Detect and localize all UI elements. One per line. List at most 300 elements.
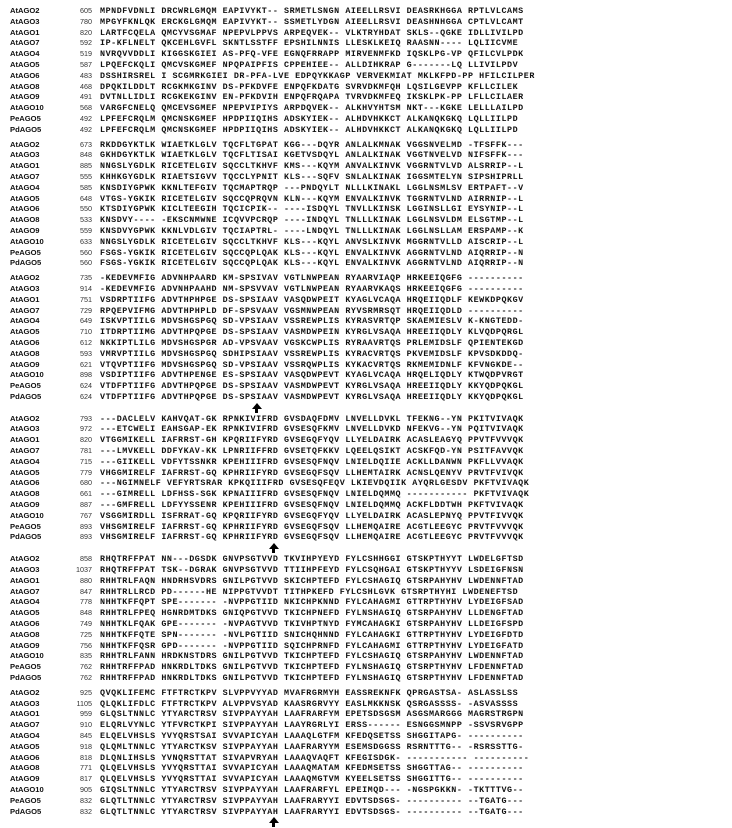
alignment-block bbox=[10, 414, 726, 544]
sequence-name: AtAGO8 bbox=[10, 81, 40, 91]
alignment-row bbox=[10, 662, 726, 673]
sequence-name: AtAGO8 bbox=[10, 763, 40, 773]
up-arrow-icon bbox=[269, 543, 279, 549]
sequence-name: PeAGO5 bbox=[10, 113, 41, 123]
sequence-name: AtAGO4 bbox=[10, 731, 40, 740]
sequence-residues: RKDDGYKTLK WIAETKLGLV TQCFLTGPAT KGG---DQYR ANLALKMNAK VGGSNVELMD -TFSFFK--- bbox=[100, 139, 524, 150]
alignment-row bbox=[10, 194, 726, 205]
sequence-name: AtAGO1 bbox=[10, 435, 40, 445]
sequence-start-position: 560 bbox=[80, 247, 92, 257]
sequence-residues: RHHTRFFPAD HNKRDLTDKS GNILPGTVVD TKICHPTEFD FYLNSHAGIQ GTSRPTHYHV LFDENNFTAD bbox=[100, 673, 524, 684]
sequence-residues: KNSDVYGPWK KKNLVDLGIV TQCIAPTRL- ----LNDQYL TNLLLKINAK LGGLNSLLAM ERSPAMP--K bbox=[100, 225, 524, 236]
sequence-start-position: 778 bbox=[80, 597, 92, 607]
alignment-row bbox=[10, 597, 726, 608]
sequence-residues: VHSGMIRELF IAFRRST-GQ KPHRIIFYRD GVSEGQFSQV LLHEMQAIRE ACGTLEEGYC PRVTFVVVQK bbox=[100, 521, 524, 532]
sequence-start-position: 832 bbox=[80, 795, 92, 805]
sequence-start-position: 781 bbox=[80, 446, 92, 456]
alignment-row bbox=[10, 468, 726, 479]
sequence-residues: VTGGMIKELL IAFRRST-GH KPQRIIFYRD GVSEGQFYQV LLYELDAIRK ACASLEAGYQ PPVTFVVVQK bbox=[100, 435, 524, 446]
alignment-row bbox=[10, 183, 726, 194]
sequence-residues: DPQKILDDLT RCGKMKGINV DS-PFKDVFE ENPQFKDATG SVRVDKMFQH LQSILGEVPP KFLLCILEK bbox=[100, 81, 519, 92]
sequence-name: AtAGO1 bbox=[10, 161, 40, 171]
sequence-name: AtAGO4 bbox=[10, 456, 40, 466]
sequence-residues: ---LMVKELL DDFYKAV-KK LPNRIIFFRD GVSETQFKKV LQEELQSIKT ACSKFQD-YN PSITFAVVQK bbox=[100, 446, 524, 457]
sequence-start-position: 771 bbox=[80, 763, 92, 773]
sequence-residues: RHHTRLFPEQ HGNRDMTDKS GNIQPGTVVD TKICHPNEFD FYLNSHAGIQ GTSRPAHYHV LLDENGFTAD bbox=[100, 608, 524, 619]
sequence-residues: VTDFPTIIFG ADVTHPQPGE DS-SPSIAAV VASMDWPEVT KYRGLVSAQA HREEIIQDLY KKYQDPQKGL bbox=[100, 381, 524, 392]
sequence-residues: GKHDGYKTLK WIAETKLGLV TQCFLTISAI KGETVSDQYL ANLALKINAK VGGTNVELVD NIFSFFK--- bbox=[100, 150, 524, 161]
alignment-row bbox=[10, 161, 726, 172]
sequence-residues: IP-KFLNELT QKCEHLGVFL SKNTLSSTFF EPSHILNNIS LLESKLKEIQ RAASNN---- LQLIICVME bbox=[100, 38, 519, 49]
sequence-start-position: 832 bbox=[80, 806, 92, 816]
sequence-start-position: 624 bbox=[80, 381, 92, 391]
sequence-residues: DLQNLIHSLS YVNQRSTTAT SIVAPVRYAH LAAAQVAQFT KFEGISDGK- ----------- ---------- bbox=[100, 752, 530, 763]
marker-row bbox=[10, 543, 726, 554]
alignment-row bbox=[10, 435, 726, 446]
sequence-residues: ISKVPTIILG MDVSHGSPGQ SD-VPSIAAV VSSREWPLIS KYRASVRTQP SKAEMIESLV K-KNGTEDD- bbox=[100, 316, 524, 327]
sequence-name: AtAGO5 bbox=[10, 608, 40, 618]
sequence-name: AtAGO1 bbox=[10, 27, 40, 37]
alignment-row bbox=[10, 651, 726, 662]
alignment-row bbox=[10, 273, 726, 284]
sequence-name: AtAGO6 bbox=[10, 337, 40, 347]
sequence-start-position: 751 bbox=[80, 294, 92, 304]
sequence-name: AtAGO10 bbox=[10, 510, 44, 520]
sequence-start-position: 845 bbox=[80, 731, 92, 740]
sequence-start-position: 749 bbox=[80, 619, 92, 629]
sequence-residues: MPNDFVDNLI DRCWRLGMQM EAPIVYKT-- SRMETLSNGN AIEELLRSVI DEASRKHGGA RPTLVLCAMS bbox=[100, 6, 524, 16]
alignment-row bbox=[10, 699, 726, 710]
sequence-name: PeAGO5 bbox=[10, 795, 41, 805]
alignment-row bbox=[10, 92, 726, 103]
alignment-row bbox=[10, 284, 726, 295]
sequence-residues: GLQTLTNNLC YTYARCTRSV SIVPPAYYAH LAAFRARYYI EDVTSDSGS- ---------- --TGATG--- bbox=[100, 795, 524, 806]
sequence-start-position: 959 bbox=[80, 709, 92, 719]
sequence-residues: RHQTRFFPAT NN---DGSDK GNVPSGTVVD TKVIHPYEYD FYLCSHHGGI GTSKPTHYYT LWDELGFTSD bbox=[100, 554, 524, 565]
sequence-residues: RHHTRLFANN HRDKNSTDRS GNILPGTVVD TKICHPTEFD FYLCSHAGIQ GTSRPAHYHV LWDENNFTAD bbox=[100, 651, 524, 662]
alignment-row bbox=[10, 709, 726, 720]
sequence-name: AtAGO8 bbox=[10, 215, 40, 225]
alignment-row bbox=[10, 114, 726, 125]
sequence-start-position: 925 bbox=[80, 687, 92, 697]
alignment-row bbox=[10, 565, 726, 576]
sequence-start-position: 649 bbox=[80, 316, 92, 326]
alignment-row bbox=[10, 414, 726, 425]
sequence-residues: NHHTKFFQTE SPN------- -NVLPGTIID SNICHQHNND FYLCAHAGKI GTTRPTHYHV LYDEIGFDTD bbox=[100, 629, 524, 640]
sequence-residues: RHQTRFFPAT TSK--DGRAK GNVPSGTVVD TTIIHPFEYD FYLCSQHGAI GTSKPTHYYV LSDEIGFNSN bbox=[100, 565, 524, 576]
sequence-name: AtAGO7 bbox=[10, 720, 40, 730]
alignment-block bbox=[10, 6, 726, 136]
sequence-start-position: 661 bbox=[80, 489, 92, 499]
sequence-start-position: 710 bbox=[80, 327, 92, 337]
sequence-name: AtAGO1 bbox=[10, 294, 40, 304]
sequence-residues: QLQELVHSLS YVYQRSTTAI SVVAPICYAH LAAAQMATAM KFEDMSETSS SHGGTTAG-- ---------- bbox=[100, 763, 524, 774]
sequence-residues: VMRVPTIILG MDVSHGSPGQ SDHIPSIAAV VSSREWPLIS KYRACVRTQS PKVEMIDSLF KPVSDKDDQ- bbox=[100, 348, 524, 359]
sequence-name: PeAGO5 bbox=[10, 247, 41, 257]
sequence-name: AtAGO9 bbox=[10, 500, 40, 510]
sequence-residues: ELQRLVYNLC YTFVRCTKPI SIVPPAYYAH LAAYRGRLYI ERSS------ ESNGGSMNPP -SSVSRVGPP bbox=[100, 720, 524, 731]
sequence-residues: FSGS-YGKIK RICETELGIV SQCCQPLQAK KLS---KQYL ENVALKINVK AGGRNTVLND AIQRRIP--N bbox=[100, 247, 524, 258]
sequence-start-position: 835 bbox=[80, 651, 92, 661]
sequence-start-position: 893 bbox=[80, 521, 92, 531]
alignment-row bbox=[10, 424, 726, 435]
sequence-name: AtAGO6 bbox=[10, 70, 40, 80]
sequence-name: PdAGO5 bbox=[10, 391, 42, 401]
sequence-name: AtAGO6 bbox=[10, 478, 40, 488]
alignment-row bbox=[10, 554, 726, 565]
sequence-start-position: 762 bbox=[80, 673, 92, 683]
sequence-name: AtAGO3 bbox=[10, 16, 40, 26]
sequence-name: AtAGO9 bbox=[10, 640, 40, 650]
sequence-residues: VSDRPTIIFG ADVTHPHPGE DS-SPSIAAV VASQDWPEIT KYAGLVCAQA HRQEIIQDLF KEWKDPQKGV bbox=[100, 294, 524, 305]
sequence-start-position: 587 bbox=[80, 59, 92, 69]
sequence-residues: RPQEPVIFMG ADVTHPHPLD DF-SPSVAAV VGSMNWPEAN RYVSRMRSQT HRQEIIQDLD ---------- bbox=[100, 305, 524, 316]
sequence-start-position: 555 bbox=[80, 171, 92, 181]
sequence-residues: NVRQVVDDLI KIGGSKGIEI AS-PFQ-VFE EGNQFRRAPP MIRVENMFKD IQSKLPG-VP QFILCVLPDK bbox=[100, 49, 524, 60]
alignment-row bbox=[10, 641, 726, 652]
sequence-residues: GLQSLTNNLC YTYARCTRSV SIVPPAYYAH LAAFRARFYM EPETSDSGSM ASGSMARGGG MAGRSTRGPN bbox=[100, 709, 524, 720]
alignment-row bbox=[10, 630, 726, 641]
sequence-residues: ---NGIMNELF VEFYRTSRAR KPKQIIIFRD GVSESQFEQV LKIEVDQIIK AYQRLGESDV PKFTVIVAQK bbox=[100, 478, 530, 489]
alignment-row bbox=[10, 204, 726, 215]
sequence-name: AtAGO1 bbox=[10, 575, 40, 585]
sequence-start-position: 818 bbox=[80, 752, 92, 762]
sequence-residues: VSGGMIRDLL ISFRRAT-GQ KPQRIIFYRD GVSEGQFYQV LLYELDAIRK ACASLEPNYQ PPVTFIVVQK bbox=[100, 510, 524, 521]
sequence-start-position: 887 bbox=[80, 500, 92, 510]
sequence-name: AtAGO6 bbox=[10, 204, 40, 214]
sequence-residues: VHSGMIRELF IAFRRST-GQ KPHRIIFYRD GVSEGQFSQV LLHEMQAIRE ACGTLEEGYC PRVTFVVVQK bbox=[100, 532, 524, 543]
sequence-name: PeAGO5 bbox=[10, 662, 41, 672]
sequence-name: AtAGO4 bbox=[10, 49, 40, 59]
sequence-start-position: 767 bbox=[80, 510, 92, 520]
alignment-row bbox=[10, 6, 726, 17]
sequence-start-position: 633 bbox=[80, 236, 92, 246]
sequence-residues: GLQTLTNNLC YTYARCTRSV SIVPPAYYAH LAAFRARYYI EDVTSDSGS- ---------- --TGATG--- bbox=[100, 806, 524, 817]
sequence-start-position: 848 bbox=[80, 150, 92, 160]
alignment-row bbox=[10, 295, 726, 306]
sequence-start-position: 780 bbox=[80, 16, 92, 26]
sequence-name: PdAGO5 bbox=[10, 532, 42, 542]
sequence-residues: NHHTKLFQAK GPE------- -NVPAGTVVD TKIVHPTNYD FYMCAHAGKI GTSRPAHYHV LLDEIGFSPD bbox=[100, 619, 524, 630]
sequence-residues: KNSDIYGPWK KKNLTEFGIV TQCMAPTRQP ---PNDQYLT NLLLKINAKL LGGLNSMLSV ERTPAFT--V bbox=[100, 182, 524, 193]
sequence-name: AtAGO10 bbox=[10, 103, 44, 113]
alignment-row bbox=[10, 370, 726, 381]
sequence-residues: QLQKLIFDLC FTFTRCTKPV ALVPPVSYAD KAASRGRVYY EASLMKKNSK QSRGASSSS- -ASVASSSS bbox=[100, 698, 519, 709]
sequence-residues: ---DACLELV KAHVQAT-GK RPNKIVIFRD GVSDAQFDMV LNVELLDVKL TFEKNG--YN PKITVIVAQK bbox=[100, 413, 524, 424]
sequence-residues: VTDFPTIIFG ADVTHPQPGE DS-SPSIAAV VASMDWPEVT KYRGLVSAQA HREEIIQDLY KKYQDPQKGL bbox=[100, 391, 524, 402]
sequence-residues: FSGS-YGKIK RICETELGIV SQCCQPLQAK KLS---KQYL ENVALKINVK AGGRNTVLND AIQRRIP--N bbox=[100, 258, 524, 269]
sequence-name: AtAGO7 bbox=[10, 586, 40, 596]
alignment-row bbox=[10, 785, 726, 796]
alignment-row bbox=[10, 489, 726, 500]
sequence-residues: LPQEFCKQLI QMCVSKGMEF NPQPAIPFIS CPPEHIEE-- ALLDIHKRAP G-------LQ LLIVILPDV bbox=[100, 59, 519, 70]
sequence-start-position: 893 bbox=[80, 532, 92, 542]
sequence-residues: VTQVPTIIFG MDVSHGSPGQ SD-VPSIAAV VSSRQWPLIS KYKACVRTQS RKMEMIDNLF KFVNGKDE-- bbox=[100, 359, 524, 370]
sequence-name: AtAGO5 bbox=[10, 741, 40, 751]
alignment-row bbox=[10, 608, 726, 619]
sequence-name: AtAGO7 bbox=[10, 38, 40, 48]
marker-row bbox=[10, 136, 726, 140]
sequence-start-position: 492 bbox=[80, 124, 92, 134]
sequence-name: AtAGO3 bbox=[10, 283, 40, 293]
sequence-start-position: 673 bbox=[80, 139, 92, 149]
sequence-residues: DSSHIRSREL I SCGMRKGIEI DR-PFA-LVE EDPQYKKAGP VERVEKMIAT MKLKFPD-PP HFILCILPER bbox=[100, 70, 535, 81]
sequence-residues: VHGGMIRELF IAFRRST-GQ KPHRIIFYRD GVSEGQFSQV LLHEMTAIRK ACNSLQENYV PRVTFVIVQK bbox=[100, 467, 524, 478]
alignment-block bbox=[10, 554, 726, 684]
sequence-start-position: 847 bbox=[80, 586, 92, 596]
sequence-name: AtAGO8 bbox=[10, 489, 40, 499]
sequence-start-position: 880 bbox=[80, 575, 92, 585]
alignment-row bbox=[10, 316, 726, 327]
sequence-start-position: 1105 bbox=[76, 698, 92, 708]
sequence-start-position: 621 bbox=[80, 359, 92, 369]
sequence-residues: -KEDEVMFIG ADVNHPAAHD NM-SPSVVAV VGTLNWPEAN RYAARVKAQS HRKEEIQGFG ---------- bbox=[100, 283, 524, 294]
sequence-name: AtAGO10 bbox=[10, 784, 44, 794]
sequence-residues: RHHTRLLRCD PD------HE NIPPGTVVDT TITHPKEFD FYLCSHLGVK GTSRPTHYHI LWDENEFTSD bbox=[100, 586, 519, 597]
sequence-start-position: 568 bbox=[80, 103, 92, 113]
sequence-start-position: 483 bbox=[80, 70, 92, 80]
sequence-start-position: 918 bbox=[80, 741, 92, 751]
sequence-name: AtAGO1 bbox=[10, 709, 40, 719]
sequence-start-position: 605 bbox=[80, 6, 92, 15]
sequence-start-position: 519 bbox=[80, 49, 92, 59]
sequence-name: PeAGO5 bbox=[10, 381, 41, 391]
sequence-name: AtAGO3 bbox=[10, 150, 40, 160]
sequence-start-position: 593 bbox=[80, 348, 92, 358]
alignment-row bbox=[10, 306, 726, 317]
alignment-row bbox=[10, 237, 726, 248]
sequence-start-position: 848 bbox=[80, 608, 92, 618]
sequence-residues: NHHTKFFQPT SPE------- -NVPPGTIID NKICHPKNND FYLCAHAGMI GTTRPTHYHV LYDEIGFSAD bbox=[100, 597, 524, 608]
sequence-name: AtAGO3 bbox=[10, 698, 40, 708]
alignment-block bbox=[10, 688, 726, 818]
sequence-start-position: 817 bbox=[80, 774, 92, 784]
sequence-name: AtAGO9 bbox=[10, 92, 40, 102]
alignment-row bbox=[10, 28, 726, 39]
sequence-residues: KTSDIYGPWK KICLTEEGIH TQCICPIK-- ----ISDQYL TNVLLKINSK LGGINSLLGI EYSYNIP--L bbox=[100, 204, 524, 215]
sequence-residues: KNSDVY---- -EKSCNMWNE ICQVVPCRQP ----INDQYL TNLLLKINAK LGGLNSVLDM ELSGTMP--L bbox=[100, 215, 524, 226]
sequence-name: AtAGO2 bbox=[10, 273, 40, 283]
sequence-name: AtAGO9 bbox=[10, 774, 40, 784]
alignment-row bbox=[10, 576, 726, 587]
alignment-row bbox=[10, 49, 726, 60]
sequence-residues: RHHTRFFPAD HNKRDLTDKS GNILPGTVVD TKICHPTEFD FYLNSHAGIQ GTSRPTHYHV LFDENNFTAD bbox=[100, 662, 524, 673]
sequence-start-position: 680 bbox=[80, 478, 92, 488]
sequence-start-position: 648 bbox=[80, 193, 92, 203]
sequence-start-position: 550 bbox=[80, 204, 92, 214]
marker-row bbox=[10, 403, 726, 414]
sequence-start-position: 793 bbox=[80, 413, 92, 423]
alignment-row bbox=[10, 338, 726, 349]
alignment-row bbox=[10, 248, 726, 259]
sequence-residues: NHHTKFFQSR GPD------- -NVPPGTIID SQICHPRNFD FYLCAHAGMI GTTRPTHYHV LYDEIGFATD bbox=[100, 640, 524, 651]
sequence-start-position: 492 bbox=[80, 113, 92, 123]
sequence-name: AtAGO5 bbox=[10, 59, 40, 69]
alignment-row bbox=[10, 522, 726, 533]
alignment-row bbox=[10, 360, 726, 371]
alignment-row bbox=[10, 500, 726, 511]
sequence-residues: VSDIPTIIFG ADVTHPENGE ES-SPSIAAV VASQDWPEVT KYAGLVCAQA HRQELIQDLY KTWQDPVRGT bbox=[100, 370, 524, 381]
alignment-row bbox=[10, 446, 726, 457]
sequence-residues: VTGS-YGKIK RICETELGIV SQCCQPRQVN KLN---KQYM ENVALKINVK TGGRNTVLND AIRRNIP--L bbox=[100, 193, 524, 204]
sequence-name: PdAGO5 bbox=[10, 673, 42, 683]
sequence-name: PeAGO5 bbox=[10, 521, 41, 531]
alignment-row bbox=[10, 60, 726, 71]
sequence-residues: NNGSLYGDLK RICETELGIV SQCCLTKHVF KMS---KQYM ANVALKINVK VGGRNTVLVD ALSRRIP--L bbox=[100, 161, 524, 172]
alignment-row bbox=[10, 125, 726, 136]
sequence-name: AtAGO2 bbox=[10, 554, 40, 564]
alignment-row bbox=[10, 763, 726, 774]
alignment-row bbox=[10, 226, 726, 237]
sequence-residues: ---GIMRELL LDFHSS-SGK KPNAIIIFRD GVSESQFNQV LNIELDQMMQ ----------- PKFTVIVAQK bbox=[100, 489, 530, 500]
alignment-row bbox=[10, 71, 726, 82]
sequence-name: AtAGO7 bbox=[10, 446, 40, 456]
sequence-residues: ITDRPTIIMG ADVTHPQPGE DS-SPSIAAV VASMDWPEIN KYRGLVSAQA HREEIIQDLY KLVQDPQRGL bbox=[100, 327, 524, 338]
alignment-row bbox=[10, 753, 726, 764]
alignment-row bbox=[10, 82, 726, 93]
alignment-row bbox=[10, 215, 726, 226]
sequence-residues: NKKIPTLILG MDVSHGSPGR AD-VPSVAAV VGSKCWPLIS RYRAAVRTQS PRLEMIDSLF QPIENTEKGD bbox=[100, 337, 524, 348]
sequence-start-position: 612 bbox=[80, 337, 92, 347]
sequence-name: AtAGO4 bbox=[10, 182, 40, 192]
alignment-row bbox=[10, 731, 726, 742]
alignment-row bbox=[10, 327, 726, 338]
sequence-name: AtAGO9 bbox=[10, 225, 40, 235]
alignment-row bbox=[10, 720, 726, 731]
alignment-row bbox=[10, 478, 726, 489]
sequence-name: AtAGO6 bbox=[10, 752, 40, 762]
sequence-name: AtAGO7 bbox=[10, 305, 40, 315]
alignment-row bbox=[10, 381, 726, 392]
alignment-row bbox=[10, 807, 726, 818]
alignment-block bbox=[10, 273, 726, 403]
sequence-name: AtAGO10 bbox=[10, 236, 44, 246]
sequence-name: AtAGO2 bbox=[10, 139, 40, 149]
sequence-start-position: 585 bbox=[80, 182, 92, 192]
marker-row bbox=[10, 269, 726, 273]
up-arrow-icon bbox=[252, 403, 262, 409]
sequence-start-position: 905 bbox=[80, 784, 92, 794]
sequence-name: AtAGO7 bbox=[10, 171, 40, 181]
sequence-start-position: 762 bbox=[80, 662, 92, 672]
sequence-start-position: 715 bbox=[80, 456, 92, 466]
sequence-name: AtAGO3 bbox=[10, 424, 40, 434]
alignment-row bbox=[10, 103, 726, 114]
sequence-start-position: 559 bbox=[80, 225, 92, 235]
alignment-row bbox=[10, 172, 726, 183]
sequence-name: AtAGO3 bbox=[10, 565, 40, 575]
sequence-name: AtAGO6 bbox=[10, 619, 40, 629]
sequence-start-position: 779 bbox=[80, 467, 92, 477]
alignment-row bbox=[10, 673, 726, 684]
sequence-name: AtAGO9 bbox=[10, 359, 40, 369]
marker-row bbox=[10, 684, 726, 688]
sequence-residues: ELQELVHSLS YVYQRSTSAI SVVAPICYAH LAAAQLGTFM KFEDQSETSS SHGGITAPG- ---------- bbox=[100, 731, 524, 741]
sequence-residues: NNGSLYGDLK RICETELGIV SQCCLTKHVF KLS---KQYL ANVSLKINVK MGGRNTVLLD AISCRIP--L bbox=[100, 236, 524, 247]
marker-row bbox=[10, 817, 726, 828]
alignment-row bbox=[10, 349, 726, 360]
sequence-start-position: 1037 bbox=[76, 565, 92, 575]
sequence-start-position: 820 bbox=[80, 27, 92, 37]
sequence-name: AtAGO2 bbox=[10, 687, 40, 697]
sequence-name: AtAGO8 bbox=[10, 629, 40, 639]
sequence-name: AtAGO10 bbox=[10, 370, 44, 380]
sequence-residues: KHHKGYGDLK RIAETSIGVV TQCCLYPNIT KLS---SQFV SNLALKINAK IGGSMTELYN SIPSHIPRLL bbox=[100, 171, 524, 182]
alignment-row bbox=[10, 457, 726, 468]
sequence-start-position: 914 bbox=[80, 283, 92, 293]
sequence-residues: RHHTRLFAQN HNDRHSVDRS GNILPGTVVD SKICHPTEFD FYLCSHAGIQ GTSRPAHYHV LWDENNFTAD bbox=[100, 575, 524, 586]
alignment-row bbox=[10, 774, 726, 785]
sequence-residues: ---GMFRELL LDFYYSSENR KPEHIIIFRD GVSESQFNQV LNIELDQMMQ ACKFLDDTWH PKFTVIVAQK bbox=[100, 500, 524, 511]
sequence-name: AtAGO2 bbox=[10, 413, 40, 423]
sequence-start-position: 885 bbox=[80, 161, 92, 171]
sequence-start-position: 910 bbox=[80, 720, 92, 730]
sequence-residues: ---GIIKELL VDFYTSSNKR KPEHIIIFRD GVSESQFNQV LNIELDQIIE ACKLLDANWN PKFLLVVAQK bbox=[100, 456, 524, 467]
alignment-row bbox=[10, 511, 726, 522]
sequence-name: PdAGO5 bbox=[10, 124, 42, 134]
sequence-residues: ---ETCWELI EAHSGAP-EK RPNKIVIFRD GVSESQFKMV LNVELLDVKD NFEKVG--YN PQITVIVAQK bbox=[100, 424, 524, 435]
sequence-start-position: 820 bbox=[80, 435, 92, 445]
alignment-block bbox=[10, 140, 726, 270]
sequence-residues: QLQELVHSLS YVYQRSTTAI SVVAPICYAH LAAAQMGTVM KYEELSETSS SHGGITTG-- ---------- bbox=[100, 774, 524, 785]
sequence-start-position: 729 bbox=[80, 305, 92, 315]
sequence-start-position: 972 bbox=[80, 424, 92, 434]
sequence-residues: QVQKLIFEMC FTFTRCTKPV SLVPPVYYAD MVAFRGRMYH EASSREKNFK QPRGASTSA- ASLASSLSS bbox=[100, 687, 519, 698]
alignment-row bbox=[10, 140, 726, 151]
sequence-start-position: 468 bbox=[80, 81, 92, 91]
alignment-row bbox=[10, 619, 726, 630]
sequence-start-position: 533 bbox=[80, 215, 92, 225]
sequence-name: AtAGO10 bbox=[10, 651, 44, 661]
sequence-name: PdAGO5 bbox=[10, 806, 42, 816]
sequence-residues: -KEDEVMFIG ADVNHPAARD KM-SPSIVAV VGTLNWPEAN RYAARVIAQP HRKEEIQGFG ---------- bbox=[100, 273, 524, 284]
alignment-row bbox=[10, 258, 726, 269]
sequence-residues: GIQSLTNNLC YTYARCTRSV SIVPPAYYAH LAAFRARFYL EPEIMQD--- -NGSPGKKN- -TKTTTVG-- bbox=[100, 784, 524, 795]
alignment-row bbox=[10, 742, 726, 753]
sequence-residues: MPGYFKNLQK ERCKGLGMQM EAPIVYKT-- SSMETLYDGN AIEELLRSVI DEASHNHGGA CPTLVLCAMT bbox=[100, 16, 524, 27]
sequence-name: AtAGO4 bbox=[10, 316, 40, 326]
alignment-row bbox=[10, 392, 726, 403]
sequence-start-position: 491 bbox=[80, 92, 92, 102]
sequence-start-position: 725 bbox=[80, 629, 92, 639]
sequence-start-position: 756 bbox=[80, 640, 92, 650]
sequence-start-position: 735 bbox=[80, 273, 92, 283]
alignment-row bbox=[10, 688, 726, 699]
sequence-alignment bbox=[10, 6, 726, 828]
up-arrow-icon bbox=[269, 817, 279, 823]
sequence-start-position: 592 bbox=[80, 38, 92, 48]
sequence-start-position: 858 bbox=[80, 554, 92, 564]
alignment-row bbox=[10, 38, 726, 49]
sequence-name: AtAGO5 bbox=[10, 327, 40, 337]
sequence-name: AtAGO5 bbox=[10, 193, 40, 203]
alignment-row bbox=[10, 796, 726, 807]
alignment-row bbox=[10, 532, 726, 543]
sequence-residues: QLQMLTNNLC YTYARCTKSV SIVPPAYYAH LAAFRARYYM ESEMSDGGSS RSRNTTTG-- -RSRSSTTG- bbox=[100, 741, 524, 752]
alignment-row bbox=[10, 17, 726, 28]
sequence-name: AtAGO4 bbox=[10, 597, 40, 607]
sequence-start-position: 624 bbox=[80, 391, 92, 401]
sequence-residues: LPFEFCRQLM QMCNSKGMEF HPDPIIQIHS ADSKYIEK-- ALHDVHKKCT ALKANQKGKQ LQLLIILPD bbox=[100, 124, 519, 135]
sequence-start-position: 560 bbox=[80, 258, 92, 268]
sequence-residues: VARGFCNELQ QMCEVSGMEF NPEPVIPIYS ARPDQVEK-- ALKHVYHTSM NKT---KGKE LELLLAILPD bbox=[100, 103, 524, 114]
sequence-name: PdAGO5 bbox=[10, 258, 42, 268]
sequence-start-position: 898 bbox=[80, 370, 92, 380]
sequence-name: AtAGO5 bbox=[10, 467, 40, 477]
alignment-row bbox=[10, 150, 726, 161]
sequence-residues: LARTFCQELA QMCYVSGMAF NPEPVLPPVS ARPEQVEK-- VLKTRYHDAT SKLS--QGKE IDLLIVILPD bbox=[100, 27, 524, 38]
sequence-residues: LPFEFCRQLM QMCNSKGMEF HPDPIIQIHS ADSKYIEK-- ALHDVHKKCT ALKANQKGKQ LQLLIILPD bbox=[100, 113, 519, 124]
